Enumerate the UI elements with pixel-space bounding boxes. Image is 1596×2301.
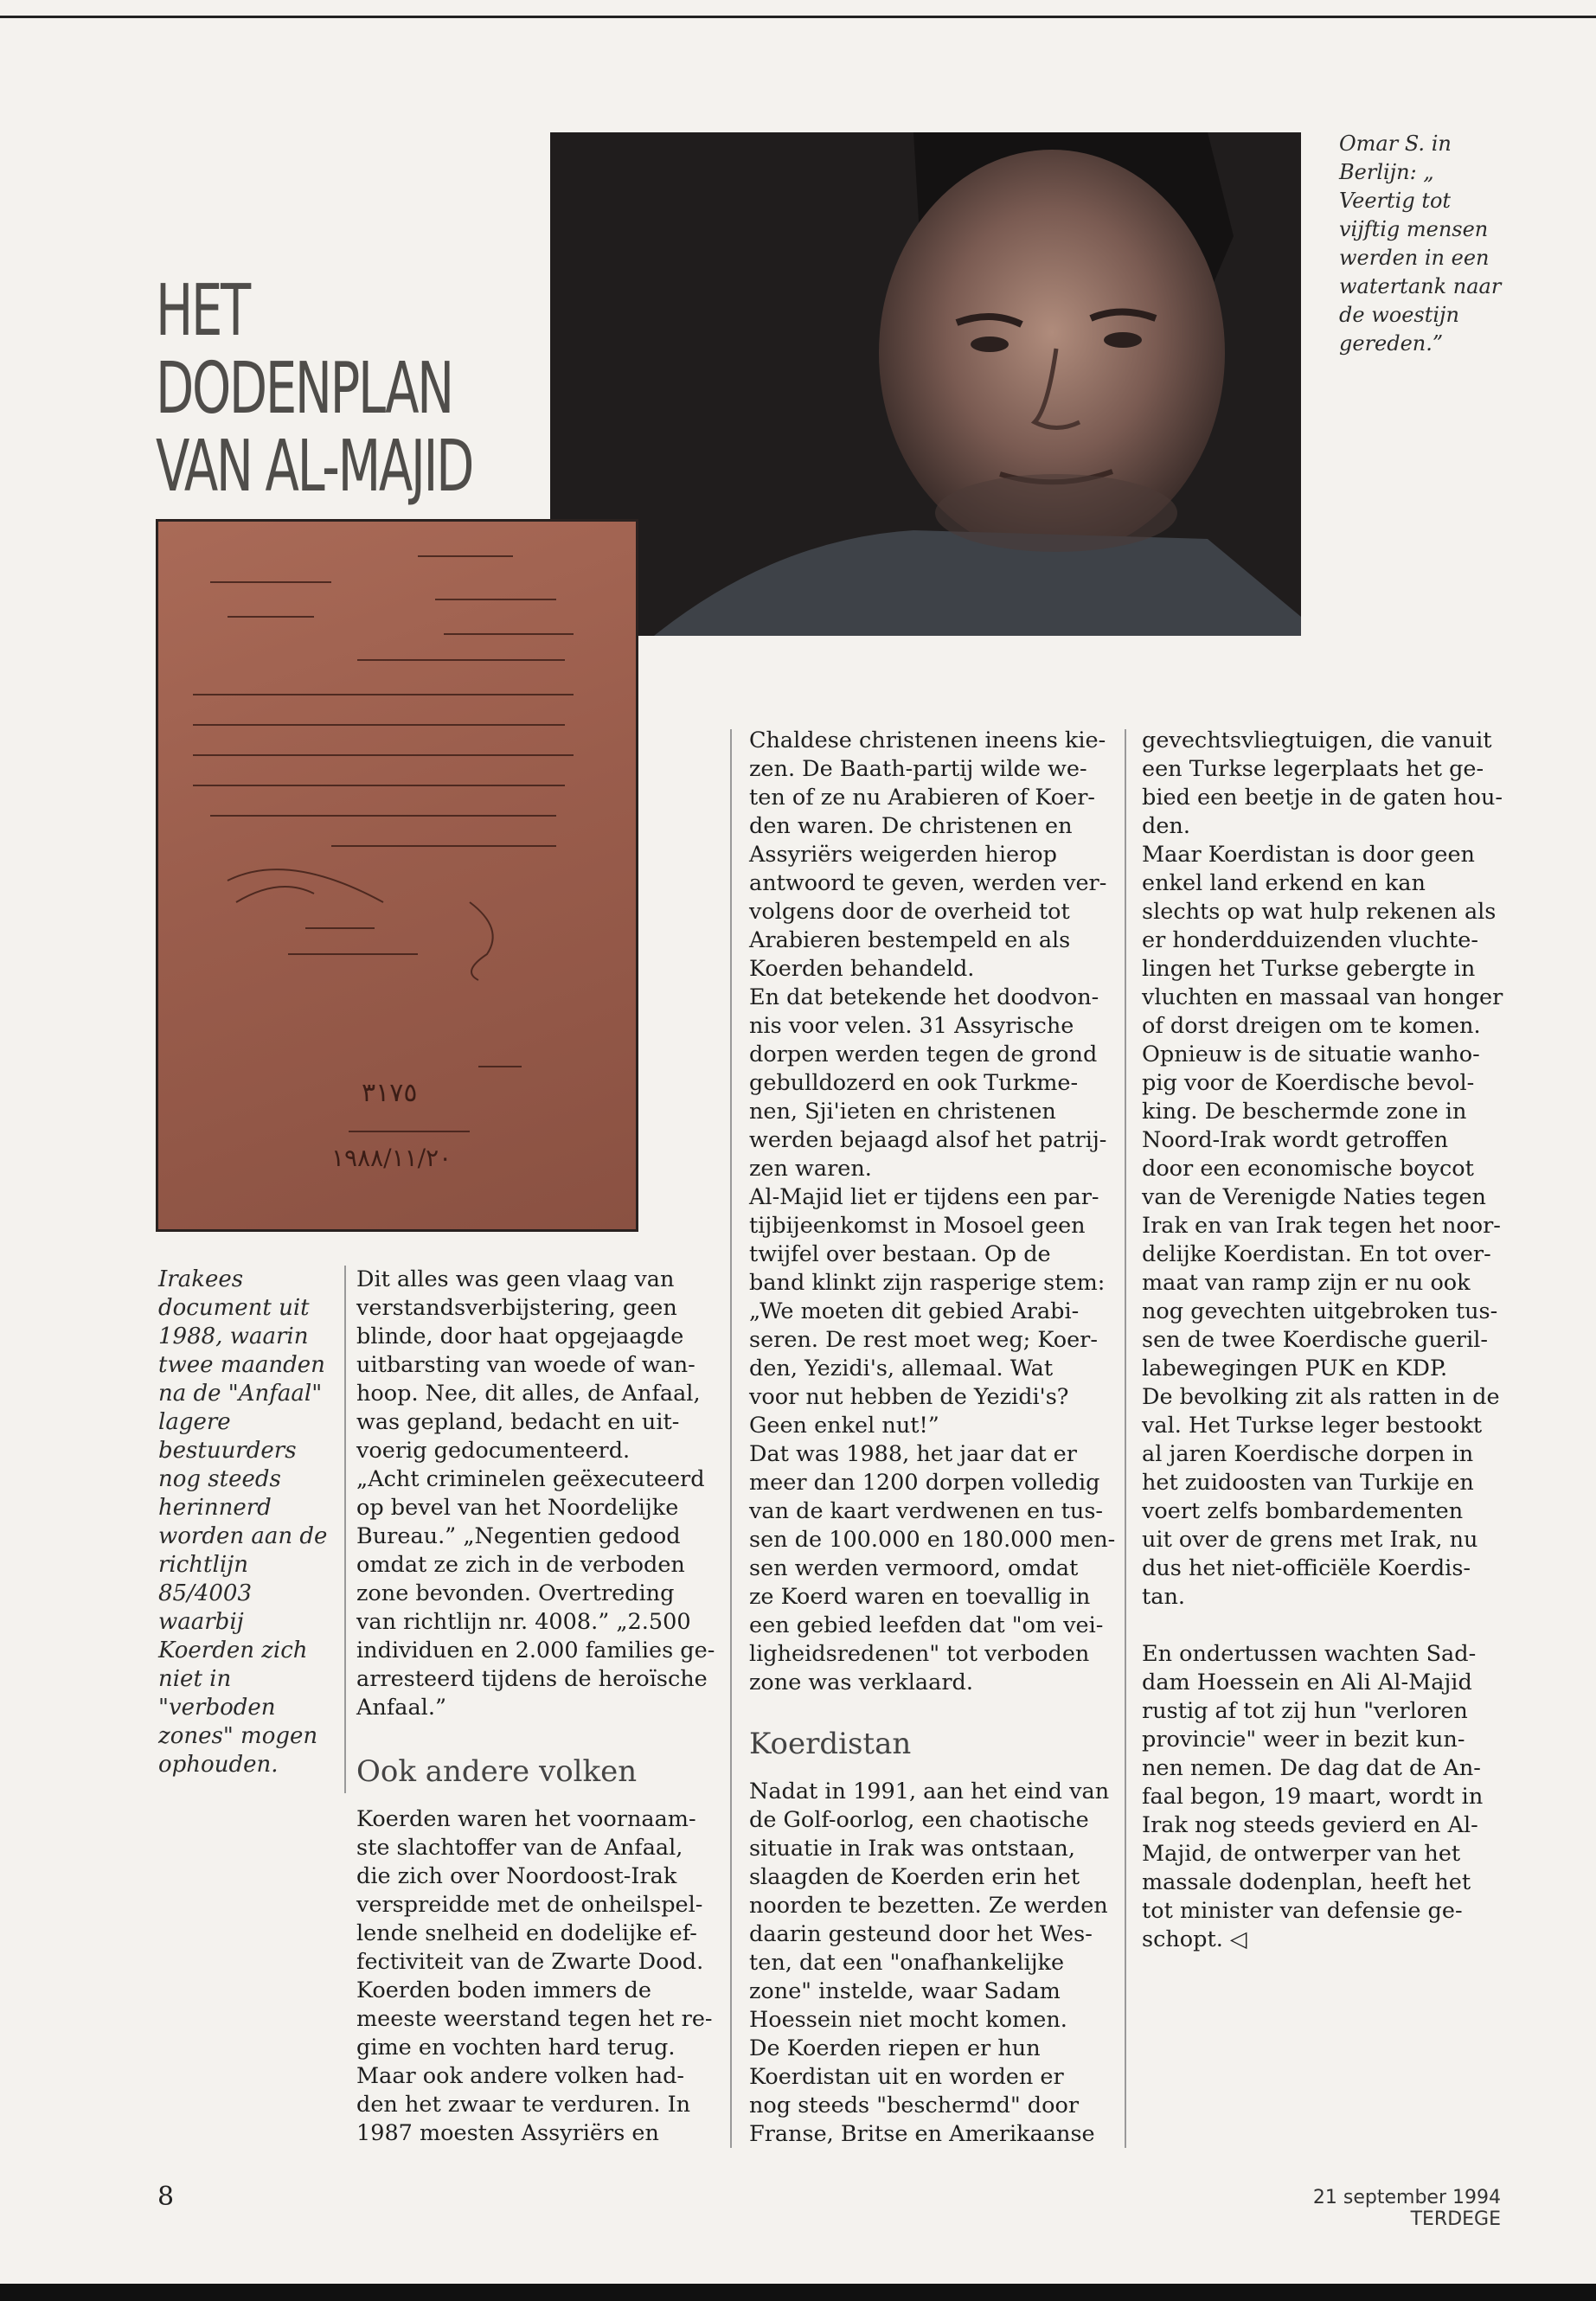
page-number: 8 xyxy=(157,2182,175,2212)
column-rule-3 xyxy=(1125,729,1126,2148)
section-heading-koerdistan: Koerdistan xyxy=(749,1727,912,1761)
document-number: ٣١٧٥ xyxy=(362,1078,418,1108)
document-illustration xyxy=(158,522,636,1229)
issue-date-footer: 21 september 1994 TERDEGE xyxy=(1312,2187,1501,2230)
top-border xyxy=(0,16,1596,18)
section-heading-ook-andere-volken: Ook andere volken xyxy=(356,1754,638,1789)
column-1-text-2: Koerden waren het voornaam- ste slachtoffer van de Anfaal, die zich over Noordoost-Irak verspreidde met de onheilspel- lende snelheid en dodelijke ef- fectiviteit van de Zwarte Dood. Koerden boden immers de meeste weerstand tegen het re- gime en vochten hard terug. Maar ook andere volken had- den het zwaar te verduren. In 1987 moesten Assyriërs en xyxy=(356,1806,713,2146)
column-rule-1 xyxy=(344,1266,346,1793)
column-1-text: Dit alles was geen vlaag van verstandsverbijstering, geen blinde, door haat opgejaagde uitbarsting van woede of wan- hoop. Nee, dit alles, de Anfaal, was gepland, bedacht en uit- voerig gedocumenteerd. „Acht criminelen geëxecuteerd op bevel van het Noordelijke Bureau.” „Negentien gedood omdat ze zich in de verboden zone bevonden. Overtreding van richtlijn nr. 4008.” „2.500 individuen en 2.000 families ge- arresteerd tijdens de heroïsche Anfaal.” xyxy=(356,1266,715,1721)
iraqi-document-photo xyxy=(156,519,638,1232)
headline-line-1: HET xyxy=(156,270,249,352)
portrait-photo xyxy=(550,132,1301,636)
column-rule-2 xyxy=(730,729,732,2148)
column-3-text: gevechtsvliegtuigen, die vanuit een Turkse legerplaats het ge- bied een beetje in de gaten hou- den. Maar Koerdistan is door geen enkel land erkend en kan slechts op wat hulp rekenen als er honderdduizenden vluchte- lingen het Turkse gebergte in vluchten en massaal van honger of dorst dreigen om te komen. Opnieuw is de situatie wanho- pig voor de Koerdische bevol- king. De beschermde zone in Noord-Irak wordt getroffen door een economische boycot van de Verenigde Naties tegen Irak en van Irak tegen het noor- delijke Koerdistan. En tot over- maat van ramp zijn er nu ook nog gevechten uitgebroken tus- sen de twee Koerdische gueril- labewegingen PUK en KDP. De bevolking zit als ratten in de val. Het Turkse leger bestookt al jaren Koerdische dorpen in het zuidoosten van Turkije en voert zelfs bombardementen uit over de grens met Irak, nu dus het niet-officiële Koerdis- tan. En ondertussen wachten Sad- dam Hoessein en Ali Al-Majid rustig af tot zij hun "verloren provincie" weer in bezit kun- nen nemen. De dag dat de An- faal begon, 19 maart, wordt in Irak nog steeds gevierd en Al- Majid, de ontwerper van het massale dodenplan, heeft het tot minister van defensie ge- schopt. ◁ xyxy=(1142,727,1503,1952)
column-2-text-2: Nadat in 1991, aan het eind van de Golf-oorlog, een chaotische situatie in Irak was ontstaan, slaagden de Koerden erin het noorden te bezetten. Ze werden daarin gesteund door het Wes- ten, dat een "onafhankelijke zone" instelde, waar Sadam Hoessein niet mocht komen. De Koerden riepen er hun Koerdistan uit en worden er nog steeds "beschermd" door Franse, Britse en Amerikaanse xyxy=(749,1779,1110,2147)
headline-line-3: VAN AL-MAJID xyxy=(156,426,473,508)
article-headline xyxy=(156,270,473,508)
bottom-border xyxy=(0,2284,1596,2301)
column-2-text: Chaldese christenen ineens kie- zen. De Baath-partij wilde we- ten of ze nu Arabieren of Koer- den waren. De christenen en Assyriërs weigerden hierop antwoord te geven, werden ver- volgens door de overheid tot Arabieren bestempeld en als Koerden behandeld. En dat betekende het doodvon- nis voor velen. 31 Assyrische dorpen werden tegen de grond gebulldozerd en ook Turkme- nen, Sji'ieten en christenen werden bejaagd alsof het patrij- zen waren. Al-Majid liet er tijdens een par- tijbijeenkomst in Mosoel geen twijfel over bestaan. Op de band klinkt zijn rasperige stem: „We moeten dit gebied Arabi- seren. De rest moet weg; Koer- den, Yezidi's, allemaal. Wat voor nut hebben de Yezidi's? Geen enkel nut!” Dat was 1988, het jaar dat er meer dan 1200 dorpen volledig van de kaart verdwenen en tus- sen de 100.000 en 180.000 men- sen werden vermoord, omdat ze Koerd waren en toevallig in een gebied leefden dat "om vei- ligheidsredenen" tot verboden zone was verklaard. xyxy=(749,727,1116,1695)
document-date: ١٩٨٨/١١/٢٠ xyxy=(331,1144,452,1172)
headline-line-2: DODENPLAN xyxy=(156,348,452,430)
portrait-illustration xyxy=(550,132,1301,636)
photo-caption: Omar S. in Berlijn: „ Veertig tot vijftig mensen werden in een watertank naar de woestijn gereden.” xyxy=(1339,131,1502,356)
document-caption: Irakees document uit 1988, waarin twee maanden na de "Anfaal" lagere bestuurders nog steeds herinnerd worden aan de richtlijn 85/4003 waarbij Koerden zich niet in "verboden zones" mogen ophouden. xyxy=(158,1266,328,1778)
